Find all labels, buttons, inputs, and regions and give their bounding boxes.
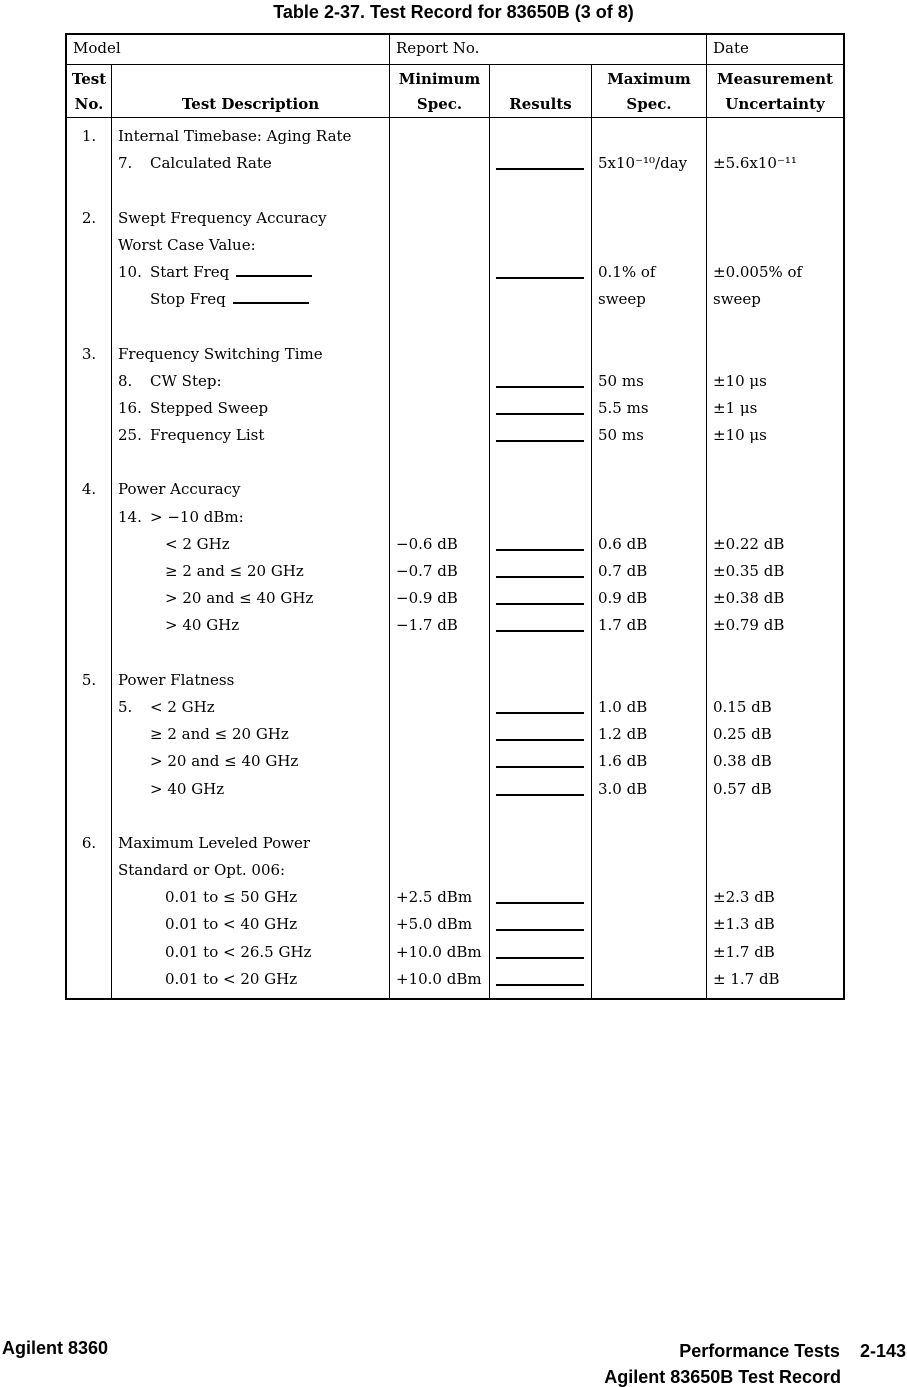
test-number-cell	[67, 368, 111, 395]
test-number-cell	[67, 884, 111, 911]
uncertainty-cell: ±0.38 dB	[713, 589, 785, 608]
maximum-spec-cell	[592, 857, 706, 884]
description-text: Standard or Opt. 006:	[118, 861, 286, 880]
results-cell	[490, 395, 591, 422]
description-line	[112, 721, 389, 748]
uncertainty-cell: ±0.35 dB	[713, 562, 785, 580]
report-no-field: Report No.	[390, 35, 707, 64]
minimum-spec-cell	[390, 341, 489, 368]
description-text: 0.01 to ≤ 50 GHz	[165, 888, 298, 907]
test-number-cell: 2.	[81, 208, 97, 227]
uncertainty-cell: ±5.6x10⁻¹¹	[713, 154, 797, 173]
maximum-spec-cell: 5x10⁻¹⁰/day	[598, 154, 688, 173]
maximum-spec-cell	[592, 232, 706, 259]
test-number-cell	[67, 966, 111, 993]
test-record-table	[65, 33, 845, 1000]
description-text: CW Step:	[150, 371, 222, 390]
description-line	[112, 558, 389, 585]
test-number-cell	[67, 313, 111, 340]
item-number: 14.	[118, 507, 142, 526]
description-line	[112, 368, 389, 395]
uncertainty-cell: 0.38 dB	[713, 752, 772, 771]
maximum-spec-cell: sweep	[598, 290, 646, 309]
footer-page-number: 2-143	[859, 1341, 906, 1361]
description-text: Power Accuracy	[118, 480, 241, 499]
uncertainty-cell	[707, 205, 843, 232]
results-cell	[490, 966, 591, 993]
results-cell	[490, 422, 591, 449]
item-number: 16.	[118, 398, 142, 417]
uncertainty-cell	[707, 803, 843, 830]
uncertainty-cell: sweep	[713, 290, 761, 309]
description-text: > −10 dBm:	[150, 507, 244, 526]
uncertainty-cell	[707, 830, 843, 857]
model-field: Model	[67, 35, 390, 64]
item-number: 7.	[118, 154, 133, 173]
column-uncertainty	[707, 118, 843, 1000]
test-number-cell	[67, 449, 111, 476]
maximum-spec-cell: 50 ms	[598, 426, 644, 445]
minimum-spec-cell	[390, 205, 489, 232]
description-line	[112, 504, 389, 531]
column-test-no	[67, 118, 112, 1000]
results-cell	[490, 123, 591, 150]
test-number-cell	[67, 640, 111, 667]
description-line	[112, 395, 389, 422]
column-results	[490, 118, 592, 1000]
description-text: Stepped Sweep	[150, 398, 269, 417]
description-line	[112, 966, 389, 993]
uncertainty-cell: ±0.79 dB	[713, 616, 785, 635]
results-blank-line	[496, 939, 584, 959]
maximum-spec-cell: 5.5 ms	[598, 398, 649, 417]
header-results-line2: Results	[509, 95, 572, 113]
maximum-spec-cell: 0.6 dB	[598, 534, 648, 553]
minimum-spec-cell	[390, 449, 489, 476]
description-text: Swept Frequency Accuracy	[118, 208, 327, 227]
header-test-no-line2: No.	[74, 95, 104, 113]
maximum-spec-cell	[592, 177, 706, 204]
description-text: Maximum Leveled Power	[118, 833, 311, 852]
description-line	[112, 449, 389, 476]
maximum-spec-cell: 1.2 dB	[598, 725, 648, 744]
uncertainty-cell: ±1 μs	[713, 398, 758, 417]
test-number-cell	[67, 558, 111, 585]
header-test-no	[67, 65, 112, 117]
description-line	[112, 911, 389, 938]
minimum-spec-cell	[390, 476, 489, 503]
maximum-spec-cell	[592, 640, 706, 667]
results-cell	[490, 694, 591, 721]
maximum-spec-cell	[592, 205, 706, 232]
minimum-spec-cell: +2.5 dBm	[396, 888, 473, 907]
description-line	[112, 694, 389, 721]
minimum-spec-cell	[390, 422, 489, 449]
results-blank-line	[496, 422, 584, 442]
description-line	[112, 177, 389, 204]
maximum-spec-cell	[592, 341, 706, 368]
description-line	[112, 341, 389, 368]
maximum-spec-cell	[592, 803, 706, 830]
results-cell	[490, 449, 591, 476]
maximum-spec-cell	[592, 504, 706, 531]
maximum-spec-cell: 1.7 dB	[598, 616, 648, 635]
description-text: 0.01 to < 26.5 GHz	[165, 942, 312, 961]
description-text: > 40 GHz	[165, 616, 240, 635]
maximum-spec-cell: 1.6 dB	[598, 752, 648, 771]
results-blank-line	[496, 612, 584, 632]
description-line	[112, 585, 389, 612]
uncertainty-cell	[707, 449, 843, 476]
minimum-spec-cell	[390, 803, 489, 830]
minimum-spec-cell	[390, 857, 489, 884]
column-minimum-spec	[390, 118, 490, 1000]
results-blank-line	[496, 558, 584, 578]
description-text: ≥ 2 and ≤ 20 GHz	[150, 725, 289, 744]
description-line	[112, 640, 389, 667]
test-number-cell	[67, 857, 111, 884]
uncertainty-cell	[707, 504, 843, 531]
results-blank-line	[496, 531, 584, 551]
header-results-line1	[490, 67, 591, 92]
test-number-cell	[67, 177, 111, 204]
item-number: 10.	[118, 262, 142, 281]
header-maximum-line2: Spec.	[626, 95, 672, 113]
fill-in-blank-line	[233, 286, 309, 304]
results-blank-line	[496, 150, 584, 170]
uncertainty-cell	[707, 123, 843, 150]
header-minimum-line2: Spec.	[416, 95, 463, 113]
header-uncertainty-line2: Uncertainty	[725, 95, 825, 113]
uncertainty-cell: ±2.3 dB	[713, 888, 775, 907]
table-title: Table 2-37. Test Record for 83650B (3 of 8)	[273, 2, 634, 22]
uncertainty-cell	[707, 232, 843, 259]
description-text: > 20 and ≤ 40 GHz	[165, 589, 314, 608]
uncertainty-cell	[707, 177, 843, 204]
results-cell	[490, 857, 591, 884]
test-number-cell	[67, 721, 111, 748]
description-line	[112, 123, 389, 150]
test-number-cell	[67, 504, 111, 531]
minimum-spec-cell	[390, 776, 489, 803]
minimum-spec-cell	[390, 667, 489, 694]
description-text: < 2 GHz	[165, 534, 230, 553]
description-line	[112, 830, 389, 857]
maximum-spec-cell	[592, 939, 706, 966]
test-number-cell	[67, 939, 111, 966]
results-cell	[490, 721, 591, 748]
header-description-line1	[112, 67, 389, 92]
test-number-cell	[67, 259, 111, 286]
minimum-spec-cell: −0.7 dB	[396, 562, 458, 580]
uncertainty-cell	[707, 640, 843, 667]
minimum-spec-cell: +10.0 dBm	[396, 969, 482, 988]
description-line	[112, 232, 389, 259]
minimum-spec-cell	[390, 748, 489, 775]
uncertainty-cell: ± 1.7 dB	[713, 969, 780, 988]
results-cell	[490, 368, 591, 395]
header-results	[490, 65, 592, 117]
maximum-spec-cell	[592, 476, 706, 503]
uncertainty-cell	[707, 341, 843, 368]
test-number-cell: 3.	[81, 344, 97, 363]
description-text: > 20 and ≤ 40 GHz	[150, 752, 299, 771]
results-cell	[490, 232, 591, 259]
minimum-spec-cell: −0.9 dB	[396, 589, 458, 608]
results-blank-line	[496, 776, 584, 796]
minimum-spec-cell	[390, 830, 489, 857]
test-number-cell	[67, 150, 111, 177]
description-line	[112, 884, 389, 911]
results-cell	[490, 313, 591, 340]
description-text: 0.01 to < 20 GHz	[165, 969, 298, 988]
maximum-spec-cell	[592, 123, 706, 150]
description-line	[112, 286, 389, 313]
uncertainty-cell: 0.25 dB	[713, 725, 772, 744]
minimum-spec-cell	[390, 395, 489, 422]
test-number-cell	[67, 585, 111, 612]
maximum-spec-cell	[592, 966, 706, 993]
column-maximum-spec	[592, 118, 707, 1000]
header-description-line2: Test Description	[181, 95, 320, 113]
test-number-cell	[67, 286, 111, 313]
minimum-spec-cell	[390, 150, 489, 177]
description-text: 0.01 to < 40 GHz	[165, 915, 298, 934]
column-description	[112, 118, 390, 1000]
description-text: Frequency Switching Time	[118, 344, 323, 363]
results-cell	[490, 640, 591, 667]
results-cell	[490, 803, 591, 830]
minimum-spec-cell	[390, 259, 489, 286]
description-text: Stop Freq	[150, 290, 226, 309]
results-cell	[490, 830, 591, 857]
description-line	[112, 259, 389, 286]
item-number: 8.	[118, 371, 133, 390]
uncertainty-cell: ±10 μs	[713, 371, 767, 390]
test-number-cell: 1.	[81, 127, 97, 145]
fill-in-blank-line	[236, 259, 312, 277]
maximum-spec-cell: 50 ms	[598, 371, 644, 390]
results-cell	[490, 558, 591, 585]
uncertainty-cell: ±0.22 dB	[713, 534, 785, 553]
test-number-cell: 5.	[81, 670, 97, 689]
results-blank-line	[496, 966, 584, 986]
table-body	[67, 118, 843, 1000]
results-blank-line	[496, 259, 584, 279]
minimum-spec-cell	[390, 640, 489, 667]
uncertainty-cell	[707, 476, 843, 503]
description-text: Power Flatness	[118, 670, 235, 689]
uncertainty-cell	[707, 313, 843, 340]
results-cell	[490, 341, 591, 368]
item-number: 5.	[118, 697, 133, 716]
minimum-spec-cell	[390, 368, 489, 395]
footer-record-title: Agilent 83650B Test Record	[604, 1367, 841, 1387]
minimum-spec-cell: −1.7 dB	[396, 616, 458, 635]
minimum-spec-cell	[390, 694, 489, 721]
maximum-spec-cell: 0.7 dB	[598, 562, 648, 580]
description-line	[112, 667, 389, 694]
description-line	[112, 776, 389, 803]
header-minimum-spec	[390, 65, 490, 117]
results-cell	[490, 286, 591, 313]
header-test-no-line1: Test	[71, 70, 107, 88]
maximum-spec-cell: 1.0 dB	[598, 697, 648, 716]
test-number-cell	[67, 748, 111, 775]
date-field: Date	[713, 39, 749, 57]
results-cell	[490, 259, 591, 286]
results-cell	[490, 667, 591, 694]
description-line	[112, 422, 389, 449]
uncertainty-cell: ±0.005% of	[713, 262, 803, 281]
maximum-spec-cell	[592, 449, 706, 476]
results-cell	[490, 612, 591, 639]
footer-product-name: Agilent 8360	[2, 1338, 109, 1358]
description-line	[112, 531, 389, 558]
description-line	[112, 803, 389, 830]
footer-right-block	[604, 1338, 906, 1387]
uncertainty-cell: ±1.7 dB	[713, 942, 775, 961]
results-blank-line	[496, 911, 584, 931]
description-text: Calculated Rate	[150, 154, 272, 173]
maximum-spec-cell	[592, 667, 706, 694]
results-blank-line	[496, 748, 584, 768]
uncertainty-cell: 0.15 dB	[713, 697, 772, 716]
test-number-cell	[67, 776, 111, 803]
footer-chapter-page-line	[604, 1338, 906, 1364]
uncertainty-cell	[707, 667, 843, 694]
results-cell	[490, 585, 591, 612]
results-cell	[490, 150, 591, 177]
uncertainty-cell: ±10 μs	[713, 426, 767, 445]
test-number-cell	[67, 422, 111, 449]
test-number-cell	[67, 803, 111, 830]
uncertainty-cell: 0.57 dB	[713, 779, 772, 798]
header-description	[112, 65, 390, 117]
description-line	[112, 150, 389, 177]
results-cell	[490, 939, 591, 966]
test-number-cell	[67, 612, 111, 639]
results-cell	[490, 177, 591, 204]
test-number-cell: 4.	[81, 480, 97, 499]
maximum-spec-cell	[592, 830, 706, 857]
results-blank-line	[496, 884, 584, 904]
minimum-spec-cell	[390, 123, 489, 150]
results-blank-line	[496, 395, 584, 415]
description-line	[112, 313, 389, 340]
test-number-cell	[67, 694, 111, 721]
minimum-spec-cell	[390, 504, 489, 531]
description-line	[112, 476, 389, 503]
results-cell	[490, 884, 591, 911]
minimum-spec-cell: −0.6 dB	[396, 534, 458, 553]
results-cell	[490, 748, 591, 775]
description-text: ≥ 2 and ≤ 20 GHz	[165, 562, 304, 580]
test-number-cell	[67, 395, 111, 422]
results-blank-line	[496, 721, 584, 741]
results-blank-line	[496, 585, 584, 605]
maximum-spec-cell: 3.0 dB	[598, 779, 648, 798]
maximum-spec-cell: 0.9 dB	[598, 589, 648, 608]
header-maximum-spec	[592, 65, 707, 117]
header-minimum-line1: Minimum	[398, 70, 481, 88]
uncertainty-cell: ±1.3 dB	[713, 915, 775, 934]
description-text: Internal Timebase: Aging Rate	[118, 127, 352, 145]
footer-chapter-title: Performance Tests	[679, 1341, 840, 1361]
test-number-cell: 6.	[81, 833, 97, 852]
maximum-spec-cell	[592, 884, 706, 911]
maximum-spec-cell	[592, 911, 706, 938]
uncertainty-cell	[707, 857, 843, 884]
column-header-row	[67, 65, 843, 118]
description-text: Start Freq	[150, 262, 230, 281]
minimum-spec-cell	[390, 721, 489, 748]
description-line	[112, 748, 389, 775]
minimum-spec-cell	[390, 313, 489, 340]
results-cell	[490, 205, 591, 232]
header-uncertainty-line1: Measurement	[717, 70, 833, 88]
header-maximum-line1: Maximum	[607, 70, 691, 88]
info-row	[67, 35, 843, 65]
minimum-spec-cell	[390, 177, 489, 204]
description-text: Worst Case Value:	[118, 235, 256, 254]
header-measurement-uncertainty	[707, 65, 843, 117]
results-cell	[490, 531, 591, 558]
minimum-spec-cell	[390, 232, 489, 259]
results-cell	[490, 911, 591, 938]
maximum-spec-cell: 0.1% of	[598, 262, 656, 281]
description-line	[112, 612, 389, 639]
results-cell	[490, 504, 591, 531]
description-text: < 2 GHz	[150, 697, 215, 716]
minimum-spec-cell: +5.0 dBm	[396, 915, 473, 934]
description-line	[112, 857, 389, 884]
item-number: 25.	[118, 426, 142, 445]
results-blank-line	[496, 694, 584, 714]
description-line	[112, 205, 389, 232]
minimum-spec-cell: +10.0 dBm	[396, 942, 482, 961]
results-blank-line	[496, 368, 584, 388]
minimum-spec-cell	[390, 286, 489, 313]
description-text: Frequency List	[150, 426, 265, 445]
description-text: > 40 GHz	[150, 779, 225, 798]
test-number-cell	[67, 911, 111, 938]
results-cell	[490, 776, 591, 803]
test-number-cell	[67, 232, 111, 259]
description-line	[112, 939, 389, 966]
test-number-cell	[67, 531, 111, 558]
results-cell	[490, 476, 591, 503]
maximum-spec-cell	[592, 313, 706, 340]
